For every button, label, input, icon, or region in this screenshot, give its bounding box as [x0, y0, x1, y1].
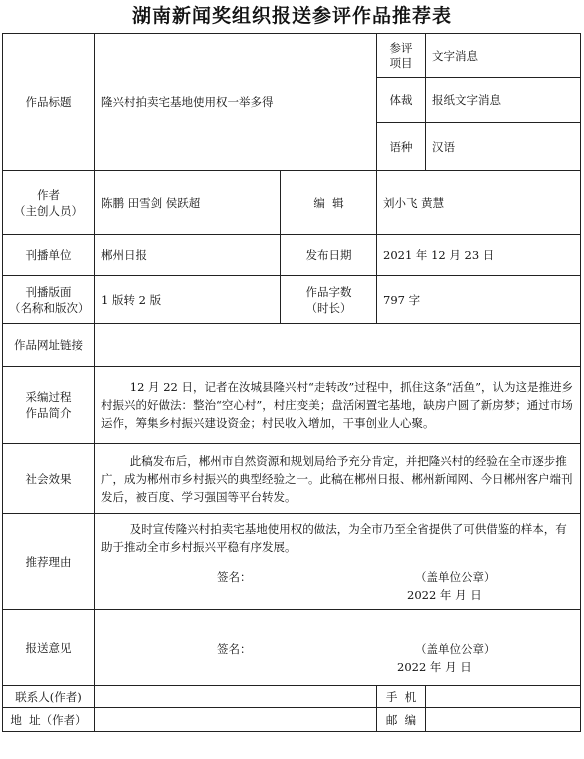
label-work-title: 作品标题: [3, 34, 95, 171]
value-pub-date[interactable]: 2021 年 12 月 23 日: [377, 235, 581, 276]
opinion-signature-row: [101, 640, 574, 658]
value-effect[interactable]: 此稿发布后，郴州市自然资源和规划局给予充分肯定，并把隆兴村的经验在全市逐步推广，成为郴州市乡村振兴的典型经验之一。此稿在郴州日报、郴州新闻网、今日郴州客户端刊发后，被百度、学习强国等平台转发。: [95, 444, 581, 514]
label-publisher: 刊播单位: [3, 235, 95, 276]
value-editor[interactable]: 刘小飞 黄慧: [377, 171, 581, 235]
label-genre: 体裁: [377, 78, 426, 123]
label-language: 语种: [377, 123, 426, 171]
value-word-count[interactable]: 797 字: [377, 276, 581, 324]
value-publisher[interactable]: 郴州日报: [95, 235, 281, 276]
opinion-sign-label: 签名：: [217, 642, 252, 656]
label-opinion: 报送意见: [3, 610, 95, 686]
label-contact: 联系人(作者): [3, 686, 95, 708]
value-language[interactable]: 汉语: [426, 123, 581, 171]
value-address[interactable]: [95, 708, 377, 732]
value-contact[interactable]: [95, 686, 377, 708]
value-category[interactable]: 文字消息: [426, 34, 581, 78]
opinion-cell: [95, 610, 581, 686]
reason-sign-label: 签名：: [217, 570, 252, 584]
value-page[interactable]: 1 版转 2 版: [95, 276, 281, 324]
label-pub-date: 发布日期: [281, 235, 377, 276]
value-reason[interactable]: 及时宣传隆兴村拍卖宅基地使用权的做法，为全市乃至全省提供了可供借鉴的样本，有助于推动全市乡村振兴平稳有序发展。: [101, 522, 567, 554]
label-process: 采编过程 作品简介: [3, 367, 95, 444]
value-url[interactable]: [95, 324, 581, 367]
label-postcode: 邮 编: [377, 708, 426, 732]
label-address: 地 址（作者）: [3, 708, 95, 732]
value-work-title[interactable]: 隆兴村拍卖宅基地使用权一举多得: [95, 34, 377, 171]
reason-cell: [95, 514, 581, 610]
label-url: 作品网址链接: [3, 324, 95, 367]
reason-signature-row: [101, 568, 574, 586]
value-genre[interactable]: 报纸文字消息: [426, 78, 581, 123]
value-process[interactable]: 12 月 22 日，记者在汝城县隆兴村“走转改”过程中，抓住这条“活鱼”，认为这是推进乡村振兴的好做法：整治“空心村”，村庄变美；盘活闲置宅基地，缺房户圆了新房梦；通过市场运作，筹集乡村振兴建设资金；村民收入增加，干事创业人心聚。: [95, 367, 581, 444]
recommendation-form: [2, 33, 581, 732]
label-page: 刊播版面 （名称和版次）: [3, 276, 95, 324]
reason-seal-label: （盖单位公章）: [415, 570, 496, 584]
label-word-count: 作品字数 （时长）: [281, 276, 377, 324]
value-postcode[interactable]: [426, 708, 581, 732]
opinion-seal-label: （盖单位公章）: [415, 642, 496, 656]
value-author[interactable]: 陈鹏 田雪剑 侯跃超: [95, 171, 281, 235]
label-reason: 推荐理由: [3, 514, 95, 610]
reason-date: 2022 年 月 日: [407, 588, 482, 602]
form-title: 湖南新闻奖组织报送参评作品推荐表: [131, 5, 452, 27]
opinion-date: 2022 年 月 日: [397, 660, 472, 674]
label-author: 作者 （主创人员）: [3, 171, 95, 235]
label-editor: 编 辑: [281, 171, 377, 235]
label-effect: 社会效果: [3, 444, 95, 514]
label-phone: 手 机: [377, 686, 426, 708]
label-category: 参评 项目: [377, 34, 426, 78]
value-phone[interactable]: [426, 686, 581, 708]
